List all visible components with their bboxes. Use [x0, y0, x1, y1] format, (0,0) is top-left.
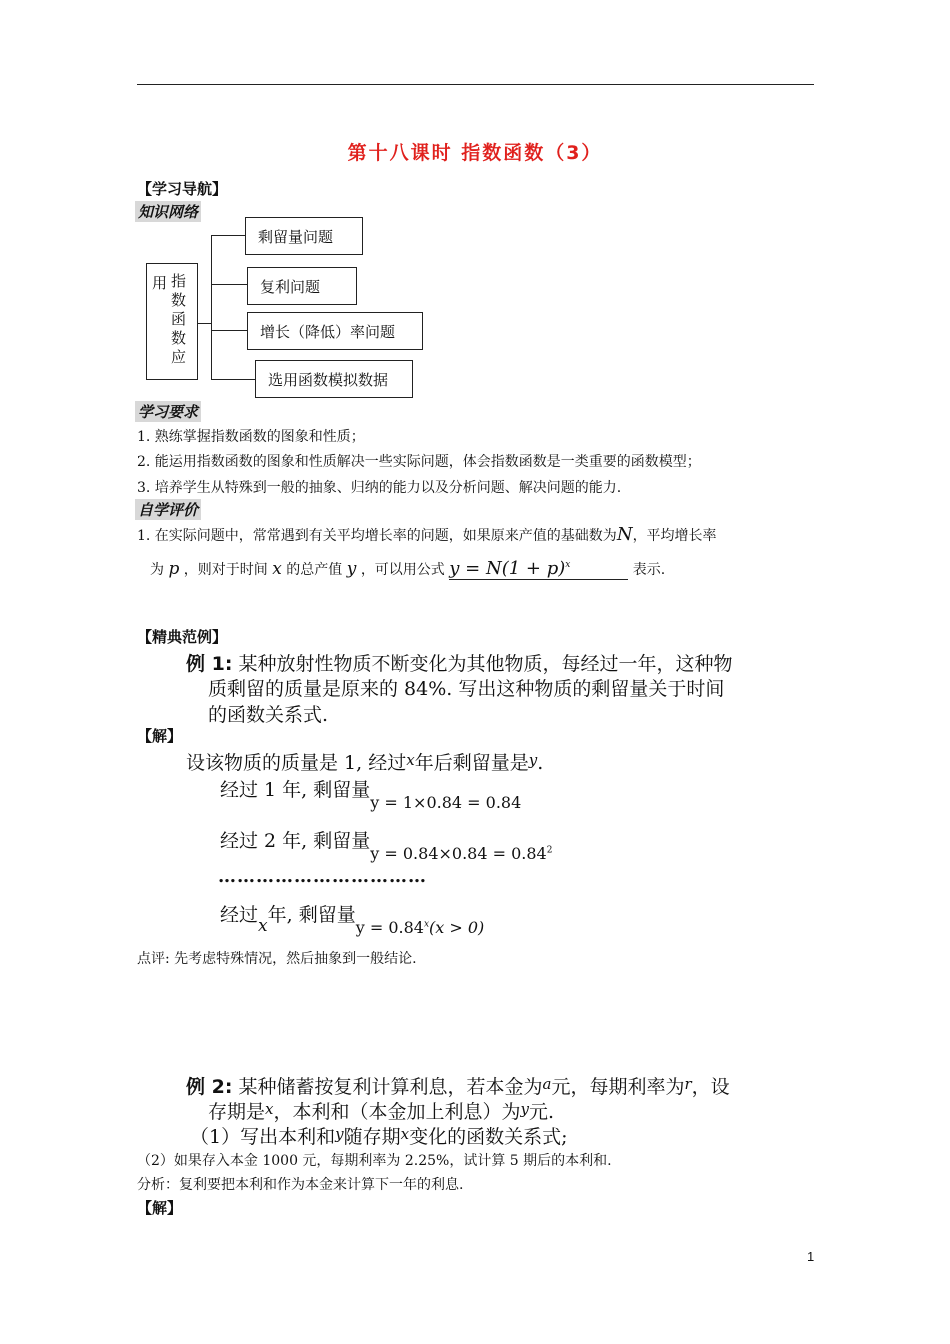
- example2-question1: （1）写出本利和$^y$随存期$^x$变化的函数关系式;: [190, 1125, 568, 1148]
- diagram-center-box: [146, 263, 198, 380]
- example1-solution-label: 【解】: [137, 727, 183, 745]
- formula-blank: $y = N(1 + p)^x$: [449, 558, 628, 580]
- connector: [211, 235, 212, 380]
- example1-dots: ……………………………: [218, 866, 427, 887]
- diagram-center-col2: 指数函数应: [171, 272, 187, 366]
- section-self-eval: 自学评价: [135, 499, 201, 520]
- connector: [211, 379, 255, 380]
- example1-comment: 点评: 先考虑特殊情况，然后抽象到一般结论.: [137, 951, 417, 967]
- example1-line2: 质剩留的质量是原来的 84%. 写出这种物质的剩留量关于时间: [208, 678, 725, 700]
- example2-analysis: 分析：复利要把本利和作为本金来计算下一年的利息.: [137, 1177, 464, 1193]
- example1-step1: 经过 1 年, 剩留量$_{y = 1\times 0.84 = 0.84}$: [220, 779, 522, 812]
- example2-question2: （2）如果存入本金 1000 元，每期利率为 2.25%，试计算 5 期后的本利和.: [137, 1153, 612, 1169]
- page-number: 1: [807, 1249, 815, 1264]
- requirement-item: 2. 能运用指数函数的图象和性质解决一些实际问题，体会指数函数是一类重要的函数模型；: [137, 454, 701, 470]
- connector: [198, 323, 212, 324]
- diagram-branch: 选用函数模拟数据: [255, 360, 413, 398]
- page-title: 第十八课时 指数函数（3）: [347, 142, 603, 164]
- diagram-branch: 剩留量问题: [245, 217, 363, 255]
- example1-line1: 例 1: 某种放射性物质不断变化为其他物质，每经过一年，这种物: [186, 653, 733, 675]
- diagram-center-col1: 用: [152, 274, 168, 292]
- example2-solution-label: 【解】: [137, 1199, 183, 1217]
- example1-line3: 的函数关系式.: [208, 704, 329, 726]
- header-rule: [137, 84, 814, 85]
- example2-line1: 例 2: 某种储蓄按复利计算利息，若本金为$^a$元，每期利率为$^r$，设: [186, 1075, 730, 1098]
- diagram-branch: 增长（降低）率问题: [247, 312, 423, 350]
- requirement-item: 1. 熟练掌握指数函数的图象和性质；: [137, 429, 365, 445]
- section-network: 知识网络: [135, 201, 201, 222]
- example1-sol-intro: 设该物质的质量是 1, 经过$^x$年后剩留量是$^y$.: [186, 751, 544, 774]
- self-eval-line2: 为 p ，则对于时间 x 的总产值 y ，可以用公式 $y = N(1 + p)^x$ 表示.: [150, 558, 666, 579]
- section-requirements: 学习要求: [135, 401, 201, 422]
- requirement-item: 3. 培养学生从特殊到一般的抽象、归纳的能力以及分析问题、解决问题的能力.: [137, 480, 622, 496]
- connector: [211, 330, 247, 331]
- example2-line2: 存期是$^x$，本利和（本金加上利息）为$^y$元.: [208, 1100, 555, 1123]
- section-guide: 【学习导航】: [137, 180, 228, 198]
- diagram-branch: 复利问题: [247, 267, 357, 305]
- connector: [211, 235, 246, 236]
- self-eval-line1: 1. 在实际问题中，常常遇到有关平均增长率的问题，如果原来产值的基础数为N，平均增长率: [137, 524, 717, 545]
- section-examples: 【精典范例】: [137, 628, 228, 646]
- example1-stepx: 经过x年, 剩留量$_{y = 0.84^x(x > 0)}$: [220, 904, 485, 937]
- connector: [211, 284, 247, 285]
- example1-step2: 经过 2 年, 剩留量$_{y = 0.84\times 0.84 = 0.84^2}$: [220, 830, 553, 863]
